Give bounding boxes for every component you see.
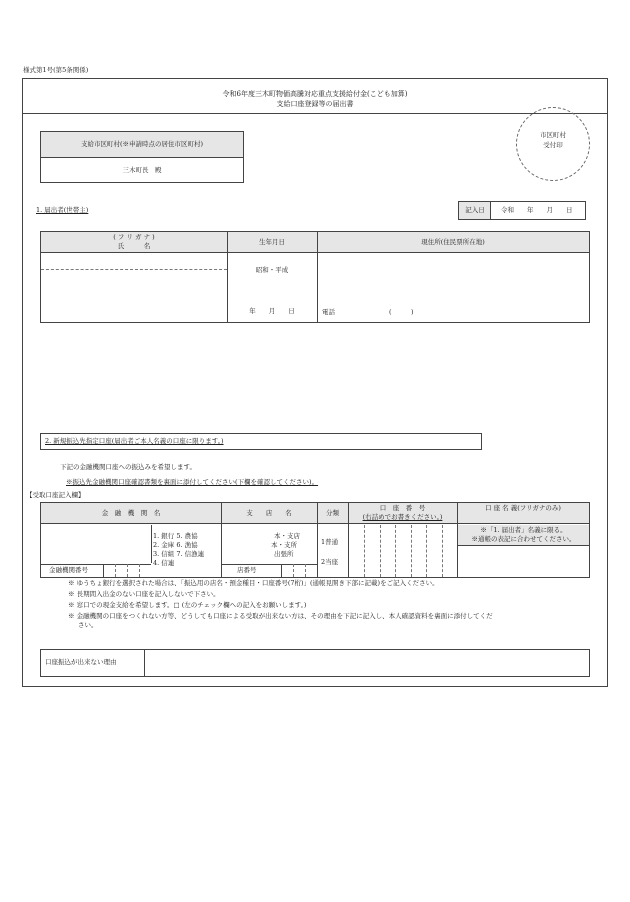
bank-type-3[interactable]: 3. 信組 7. 信漁連 — [153, 550, 205, 558]
municipality-box — [40, 131, 244, 183]
account-holder-field[interactable] — [458, 547, 589, 577]
note-no-account-line1: ※ 金融機関の口座をつくれない方等、どうしても口座による受取が出来ない方は、その理由を下記に記入し、本人確認資料を裏面に添付してくだ — [68, 612, 493, 620]
municipality-header: 支給市区町村(※申請時点の居住市区町村) — [80, 140, 204, 148]
cash-payment-checkbox[interactable] — [229, 601, 238, 610]
entry-date-value[interactable]: 令和 年 月 日 — [501, 206, 573, 214]
note-cash-option: ※ 窓口での現金支給を希望します。□ (左のチェック欄への記入をお願いします。) — [68, 601, 307, 609]
birth-era[interactable]: 昭和・平成 — [255, 266, 289, 274]
phone-paren[interactable]: ( ) — [389, 308, 414, 316]
address-field[interactable] — [318, 253, 588, 303]
holder-note2: ※通帳の表記に合わせてください。 — [471, 535, 576, 543]
section1-title: 1. 届出者(世帯主) — [36, 206, 89, 214]
col-account-number-sub: (右詰めでお書きください。) — [362, 513, 443, 521]
entry-date-box[interactable] — [458, 201, 586, 220]
bank-type-2[interactable]: 2. 金庫 6. 漁協 — [153, 541, 198, 549]
section2-note2: ※振込先金融機関口座確認書類を裏面に添付してください(下欄を確認してください)。 — [66, 478, 319, 486]
municipality-value[interactable]: 三木町長 殿 — [122, 166, 162, 174]
section2-title-box — [40, 433, 482, 450]
col-name: 氏 名 — [117, 242, 151, 250]
col-account-number: 口 座 番 号 — [379, 504, 426, 512]
name-kana-field[interactable] — [41, 253, 227, 269]
account-type-2[interactable]: 2当座 — [321, 558, 339, 566]
reason-field[interactable] — [145, 650, 589, 676]
account-table — [40, 502, 590, 578]
bank-type-1[interactable]: 1. 銀行 5. 農協 — [153, 532, 198, 540]
branch-type-2[interactable]: 本・支所 — [271, 541, 297, 549]
branch-code-label: 店番号 — [237, 566, 257, 574]
branch-type-1[interactable]: 本・支店 — [274, 532, 300, 540]
branch-name-field[interactable] — [222, 525, 270, 563]
branch-code-field[interactable] — [282, 565, 317, 577]
reason-label: 口座振込が出来ない理由 — [45, 658, 117, 666]
form-title-line2: 支給口座登録等の届出書 — [276, 100, 354, 108]
applicant-table — [40, 231, 590, 323]
account-number-field[interactable] — [349, 525, 457, 577]
bank-code-label: 金融機関番号 — [49, 566, 88, 574]
stamp-line2: 受付印 — [543, 141, 563, 149]
section2-note1: 下記の金融機関口座への振込みを希望します。 — [60, 463, 196, 471]
birth-date[interactable]: 年 月 日 — [249, 307, 295, 315]
entry-date-label: 記入日 — [465, 206, 485, 214]
col-address: 現住所(住民票所在地) — [421, 238, 485, 246]
note-yucho: ※ ゆうちょ銀行を選択された場合は、「振込用の店名・預金種目・口座番号(7桁)」(通帳見開き下部に記載)をご記入ください。 — [68, 579, 439, 587]
stamp-line1: 市区町村 — [540, 131, 566, 139]
form-id: 様式第1号(第5条関係) — [23, 66, 89, 74]
reason-box — [40, 649, 590, 677]
bank-name-field[interactable] — [41, 525, 151, 563]
col-branch: 支 店 名 — [246, 509, 292, 517]
branch-type-3[interactable]: 出張所 — [274, 550, 294, 558]
bank-code-field[interactable] — [104, 565, 151, 577]
col-holder: 口 座 名 義(フリガナのみ) — [485, 504, 561, 512]
phone-label: 電話 — [322, 308, 335, 316]
note-no-account-line2: さい。 — [78, 621, 98, 629]
col-name-kana: ( フ リ ガ ナ ) — [113, 233, 155, 241]
name-field[interactable] — [41, 270, 227, 322]
account-type-1[interactable]: 1普通 — [321, 538, 339, 546]
col-birth: 生年月日 — [259, 238, 285, 246]
bank-type-4[interactable]: 4. 信連 — [153, 559, 175, 567]
title-divider — [22, 113, 608, 114]
note-inactive-account: ※ 長期間入出金のない口座を記入しないで下さい。 — [68, 590, 220, 598]
section2-title: 2. 新規振込先指定口座(届出者ご本人名義の口座に限ります。) — [45, 437, 224, 445]
col-bank: 金 融 機 関 名 — [101, 509, 161, 517]
reception-stamp — [516, 107, 590, 181]
col-type: 分類 — [326, 509, 339, 517]
holder-note1: ※「1. 届出者」名義に限る。 — [480, 526, 567, 534]
account-table-label: 【受取口座記入欄】 — [26, 491, 85, 499]
form-title-line1: 令和6年度三木町物価高騰対応重点支援給付金(こども加算) — [222, 90, 408, 98]
